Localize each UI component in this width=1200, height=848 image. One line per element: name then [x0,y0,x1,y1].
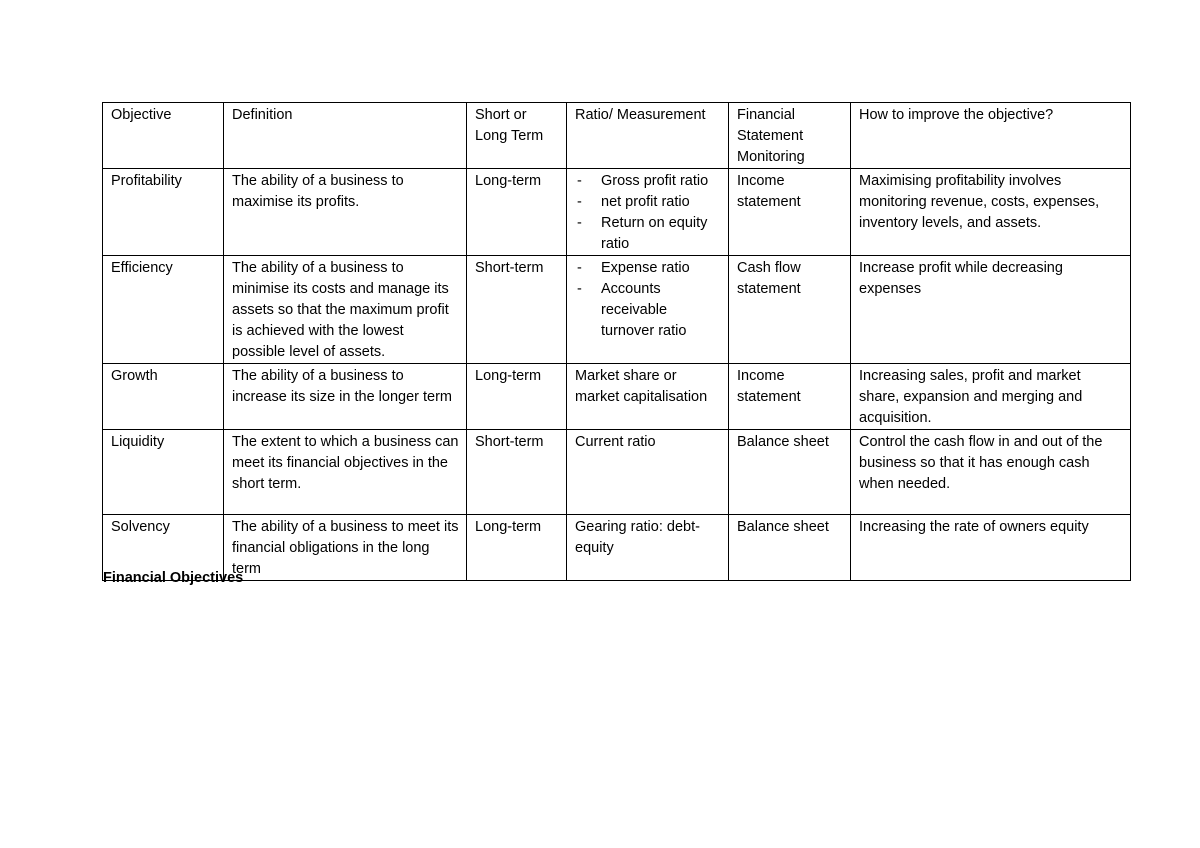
measure-cell: Gearing ratio: debt-equity [567,515,729,581]
header-row [103,103,1131,169]
definition-cell: The ability of a business to minimise its costs and manage its assets so that the maximum profit is achieved with the lowest possible level of assets. [224,256,467,364]
statement-cell: Balance sheet [729,430,851,515]
statement-cell: Income statement [729,169,851,256]
definition-cell: The ability of a business to maximise its profits. [224,169,467,256]
table-row [103,515,1131,581]
measure-cell [567,256,729,364]
header-statement: Financial Statement Monitoring [729,103,851,169]
statement-cell: Income statement [729,364,851,430]
improve-cell: Maximising profitability involves monitoring revenue, costs, expenses, inventory levels, and assets. [851,169,1131,256]
header-term: Short or Long Term [467,103,567,169]
definition-cell: The extent to which a business can meet its financial objectives in the short term. [224,430,467,515]
header-ratio: Ratio/ Measurement [567,103,729,169]
measure-cell: Current ratio [567,430,729,515]
table-caption: Financial Objectives [103,570,244,586]
improve-cell: Control the cash flow in and out of the business so that it has enough cash when needed. [851,430,1131,515]
improve-cell: Increase profit while decreasing expenses [851,256,1131,364]
measure-list [575,171,721,255]
measure-item: - Accounts receivable turnover ratio [575,279,721,342]
measure-cell [567,169,729,256]
header-objective: Objective [103,103,224,169]
term-cell: Long-term [467,364,567,430]
objective-cell: Liquidity [103,430,224,515]
table-row [103,169,1131,256]
objective-cell: Solvency [103,515,224,581]
measure-list [575,258,721,342]
table-row [103,430,1131,515]
objective-cell: Efficiency [103,256,224,364]
table-row [103,364,1131,430]
table-row [103,256,1131,364]
header-definition: Definition [224,103,467,169]
term-cell: Long-term [467,515,567,581]
measure-item: - Return on equity ratio [575,213,721,255]
objective-cell: Profitability [103,169,224,256]
improve-cell: Increasing sales, profit and market share, expansion and merging and acquisition. [851,364,1131,430]
objective-cell: Growth [103,364,224,430]
financial-objectives-table [102,102,1131,581]
definition-cell: The ability of a business to meet its financial obligations in the long term [224,515,467,581]
measure-item: - net profit ratio [575,192,721,213]
definition-cell: The ability of a business to increase its size in the longer term [224,364,467,430]
term-cell: Short-term [467,256,567,364]
term-cell: Long-term [467,169,567,256]
header-improve: How to improve the objective? [851,103,1131,169]
statement-cell: Balance sheet [729,515,851,581]
statement-cell: Cash flow statement [729,256,851,364]
term-cell: Short-term [467,430,567,515]
measure-item: - Gross profit ratio [575,171,721,192]
measure-item: - Expense ratio [575,258,721,279]
improve-cell: Increasing the rate of owners equity [851,515,1131,581]
measure-cell: Market share or market capitalisation [567,364,729,430]
